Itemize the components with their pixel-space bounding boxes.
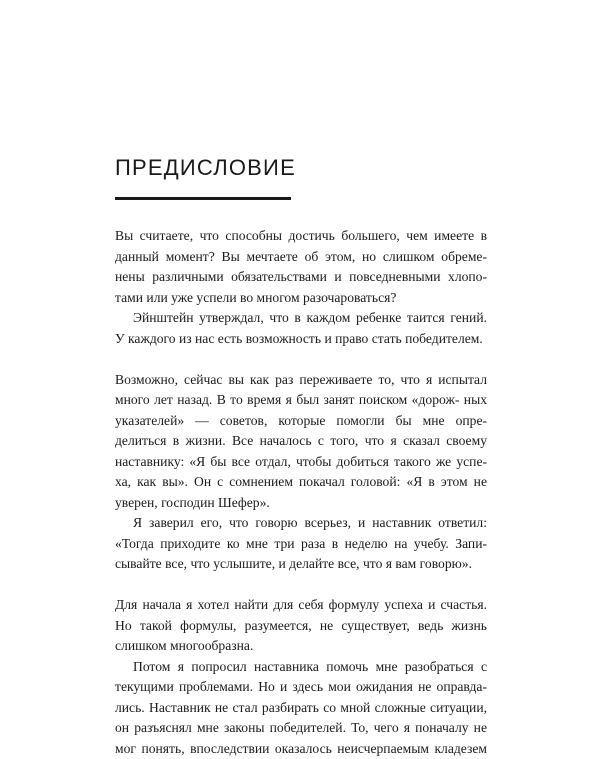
chapter-heading: ПРЕДИСЛОВИЕ [115, 155, 296, 181]
body-text [115, 226, 487, 759]
paragraph-line: У каждого из нас есть возможность и право стать победителем. [115, 329, 487, 350]
text-section [115, 226, 487, 349]
paragraph: Вы считаете, что способны достичь большего, чем имеете в данный момент? Вы мечтаете об этом, но слишком обреме- нены различными обязательствами и повседневными хлопо- [115, 226, 487, 288]
paragraph: Я заверил его, что говорю всерьез, и наставник ответил: «Тогда приходите ко мне три раза в неделю на учебу. Запи- [115, 513, 487, 554]
heading-underline [115, 197, 291, 200]
text-section [115, 595, 487, 759]
paragraph: Для начала я хотел найти для себя формулу успеха и счастья. Но такой формулы, разумеется, не существует, ведь жизнь [115, 595, 487, 636]
paragraph-line: уверен, господин Шефер». [115, 493, 487, 514]
paragraph: Эйнштейн утверждал, что в каждом ребенке таится гений. [115, 308, 487, 329]
paragraph: Потом я попросил наставника помочь мне разобраться с текущими проблемами. Но и здесь мои ожидания не оправда- лись. Наставник не стал разбирать со мной сложные ситуации, он разъяснял мне законы победителей. То, чего я поначалу не мог понять, впоследствии оказалось неисчерпаемым кладезем [115, 657, 487, 759]
paragraph-line: тами или уже успели во многом разочароваться? [115, 288, 487, 309]
section-gap [115, 349, 487, 370]
text-section [115, 370, 487, 575]
paragraph: Возможно, сейчас вы как раз переживаете то, что я испытал много лет назад. В то время я был занят поиском «дорож- ных указателей» — советов, которые помогли бы мне опре- делиться в жизни. Все началось с того, что я сказал своему наставнику: «Я бы все отдал, чтобы добиться такого же успе- ха, как вы». Он с сомнением покачал головой: «Я в этом не [115, 370, 487, 493]
section-gap [115, 575, 487, 596]
paragraph-line: сывайте все, что услышите, и делайте все, что я вам говорю». [115, 554, 487, 575]
paragraph-line: слишком многообразна. [115, 636, 487, 657]
